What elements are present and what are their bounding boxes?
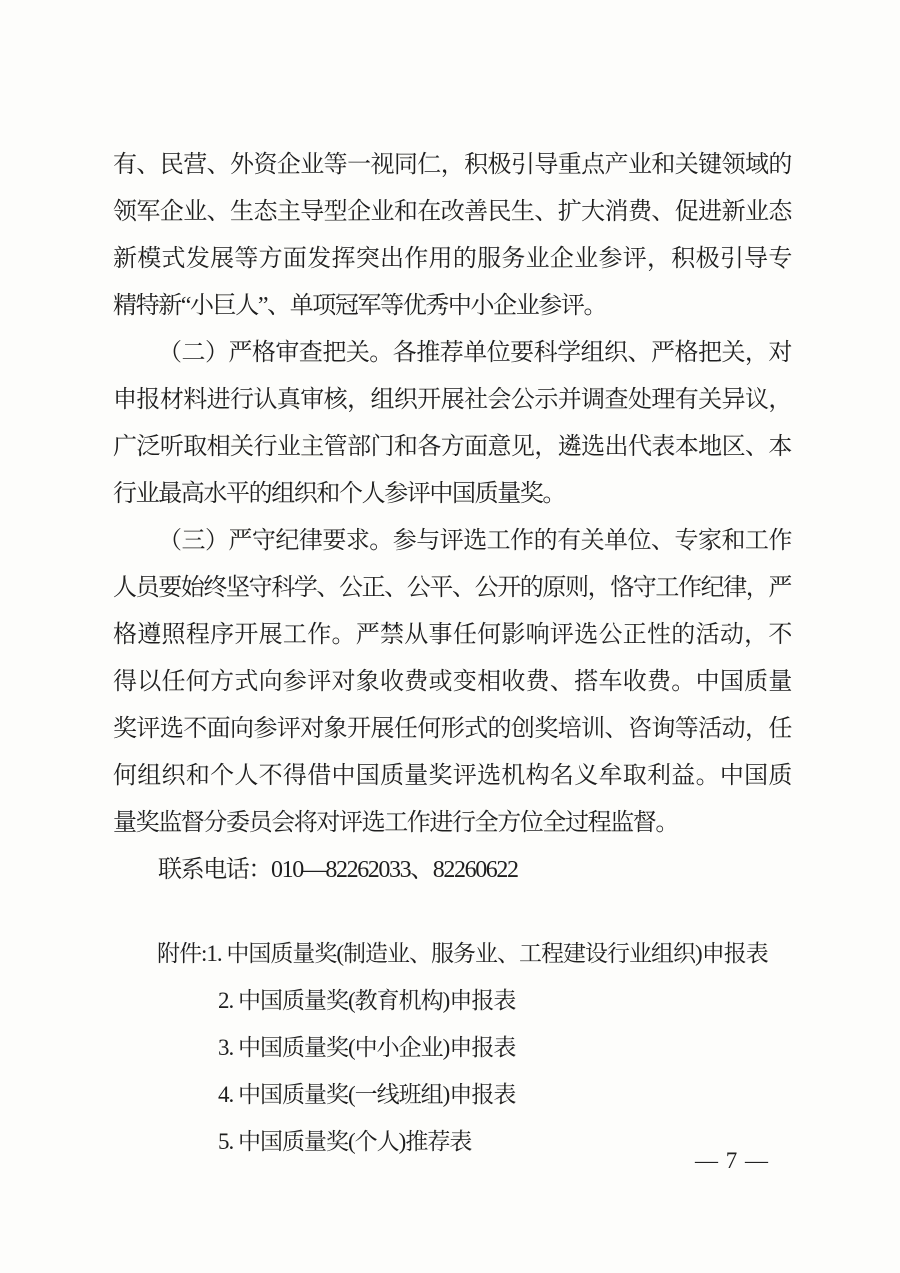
body-line: （二）严格审查把关。各推荐单位要科学组织、严格把关，对 bbox=[158, 340, 791, 366]
contact-phone-line: 联系电话：010—82262033、82260622 bbox=[158, 857, 518, 883]
attachment-item: 附件:1. 中国质量奖(制造业、服务业、工程建设行业组织)申报表 bbox=[157, 941, 768, 966]
body-line: 量奖监督分委员会将对评选工作进行全方位全过程监督。 bbox=[113, 810, 678, 836]
body-line: 何组织和个人不得借中国质量奖评选机构名义牟取利益。中国质 bbox=[113, 763, 791, 789]
page-number: — 7 — bbox=[695, 1148, 769, 1173]
body-line: 精特新“小巨人”、单项冠军等优秀中小企业参评。 bbox=[113, 293, 607, 319]
body-line: 新模式发展等方面发挥突出作用的服务业企业参评，积极引导专 bbox=[113, 246, 791, 272]
body-line: 人员要始终坚守科学、公正、公平、公开的原则，恪守工作纪律，严 bbox=[113, 575, 791, 601]
attachments-list bbox=[113, 930, 793, 1165]
body-line: （三）严守纪律要求。参与评选工作的有关单位、专家和工作 bbox=[158, 528, 791, 554]
body-paragraphs bbox=[113, 142, 791, 894]
attachment-item: 2. 中国质量奖(教育机构)申报表 bbox=[218, 988, 516, 1013]
body-line: 行业最高水平的组织和个人参评中国质量奖。 bbox=[113, 481, 565, 507]
body-line: 奖评选不面向参评对象开展任何形式的创奖培训、咨询等活动，任 bbox=[113, 716, 791, 742]
body-line: 领军企业、生态主导型企业和在改善民生、扩大消费、促进新业态 bbox=[113, 199, 791, 225]
body-line: 广泛听取相关行业主管部门和各方面意见，遴选出代表本地区、本 bbox=[113, 434, 791, 460]
attachment-item: 3. 中国质量奖(中小企业)申报表 bbox=[218, 1035, 516, 1060]
attachment-item: 5. 中国质量奖(个人)推荐表 bbox=[218, 1129, 472, 1154]
body-line: 有、民营、外资企业等一视同仁，积极引导重点产业和关键领域的 bbox=[113, 152, 791, 178]
body-line: 申报材料进行认真审核，组织开展社会公示并调查处理有关异议， bbox=[113, 387, 791, 413]
body-line: 得以任何方式向参评对象收费或变相收费、搭车收费。中国质量 bbox=[113, 669, 791, 695]
body-line: 格遵照程序开展工作。严禁从事任何影响评选公正性的活动，不 bbox=[113, 622, 791, 648]
attachment-item: 4. 中国质量奖(一线班组)申报表 bbox=[218, 1082, 516, 1107]
